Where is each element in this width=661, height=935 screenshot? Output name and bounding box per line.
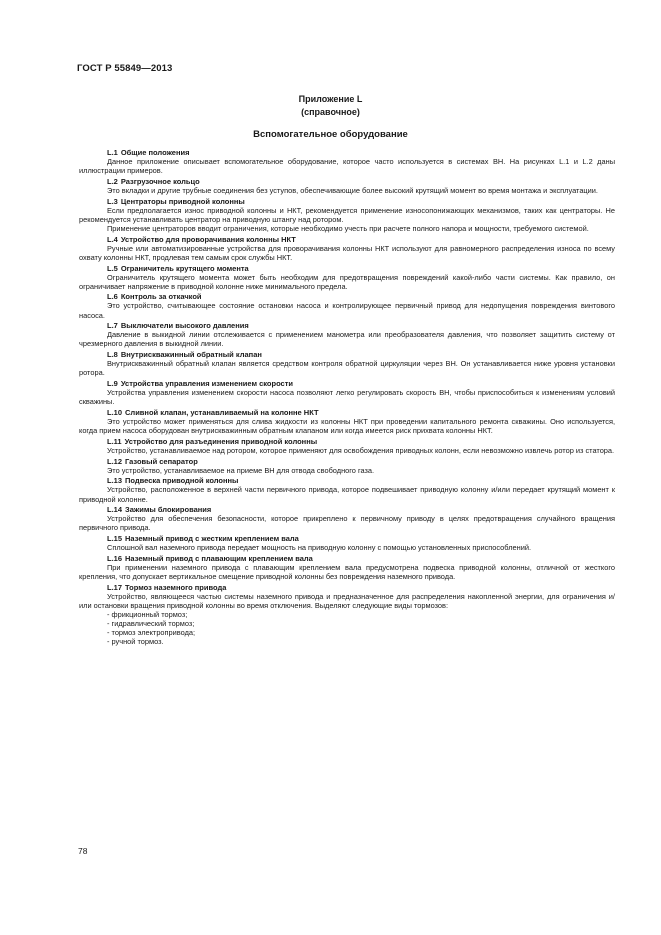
section-heading-text: Устройство для разъединения приводной колонны <box>124 436 318 446</box>
section-l-5 <box>79 264 615 291</box>
section-number: L.3 <box>107 196 118 206</box>
section-heading <box>79 379 615 388</box>
section-paragraph: Давление в выкидной линии отслеживается с применением манометра или преобразователя давления, что позволяет защитить систему от чрезмерного давления в выкидной линии. <box>79 330 615 349</box>
section-number: L.12 <box>107 456 123 466</box>
section-heading <box>79 235 615 244</box>
list-item: - гидравлический тормоз; <box>107 619 195 629</box>
section-paragraph: Устройство, расположенное в верхней части первичного привода, которое подвешивает приводную колонну и/или передает крутящий момент к приводной колонне. <box>79 485 615 504</box>
list-item: - ручной тормоз. <box>107 637 164 647</box>
section-l-6 <box>79 292 615 319</box>
section-number: L.13 <box>107 476 123 486</box>
section-heading <box>79 437 615 446</box>
section-number: L.14 <box>107 505 123 515</box>
section-number: L.6 <box>107 292 118 302</box>
section-l-15 <box>79 534 615 552</box>
section-number: L.1 <box>107 148 118 157</box>
section-heading <box>79 264 615 273</box>
page-title: Вспомогательное оборудование <box>253 129 408 140</box>
section-heading <box>79 408 615 417</box>
section-paragraph: Это устройство, считывающее состояние остановки насоса и контролирующее первичный привод для недопущения повреждения винтового насоса. <box>79 301 615 320</box>
section-number: L.16 <box>107 553 123 563</box>
section-paragraph: Устройство, являющееся частью системы наземного привода и предназначенное для распределения накопленной энергии, для ограничения и/или остановки вращения приводной колонны во время отключения. Выделяют следующие виды тормозов: <box>79 591 615 610</box>
section-paragraph: Это устройство, устанавливаемое на приеме ВН для отвода свободного газа. <box>107 465 375 475</box>
section-l-11 <box>79 437 615 455</box>
section-heading <box>79 534 615 543</box>
section-l-9 <box>79 379 615 406</box>
section-heading <box>79 321 615 330</box>
section-paragraph: Это устройство может применяться для слива жидкости из колонны НКТ при проведении капитального ремонта скважины. Оно используется, когда прием насоса оборудован внутрискважинным обратным клапаном или когда имеется риск прихвата колонны НКТ. <box>79 416 615 436</box>
section-number: L.7 <box>107 321 118 331</box>
section-heading <box>79 583 615 592</box>
section-paragraph: Ограничитель крутящего момента может быть необходим для предотвращения повреждений какой-либо части системы. Как правило, он ограничивает напряжение в приводной колонне ниже минимального предела. <box>79 272 615 291</box>
section-l-16 <box>79 554 615 581</box>
section-paragraph: При применении наземного привода с плавающим креплением вала предусмотрена подвеска приводной колонны, отличной от жесткого крепления, что допускает вертикальное смещение приводной колонны без повреждения наземного привода. <box>79 562 615 582</box>
appendix-header <box>0 93 661 119</box>
section-heading <box>79 476 615 485</box>
section-l-13 <box>79 476 615 503</box>
section-l-12 <box>79 457 615 475</box>
section-number: L.8 <box>107 350 118 360</box>
section-number: L.10 <box>107 407 123 417</box>
section-heading-text: Наземный привод с плавающим креплением вала <box>125 553 313 563</box>
section-l-4 <box>79 235 615 262</box>
section-heading-text: Общие положения <box>120 148 190 157</box>
appendix-note: (справочное) <box>301 107 360 117</box>
section-heading-text: Зажимы блокирования <box>125 505 212 515</box>
section-number: L.17 <box>107 582 123 592</box>
section-heading-text: Устройства управления изменением скорости <box>120 379 294 388</box>
section-number: L.15 <box>107 534 123 544</box>
section-number: L.4 <box>107 234 118 244</box>
section-l-1 <box>79 148 615 175</box>
section-l-3 <box>79 197 615 233</box>
section-heading <box>79 350 615 359</box>
section-heading-text: Ограничитель крутящего момента <box>120 263 249 273</box>
brake-types-list <box>79 610 615 646</box>
appendix-label: Приложение L <box>298 94 363 104</box>
section-paragraph: Применение центраторов вводит ограничения, которые необходимо учесть при расчете полного напора и мощности, требуемого системой. <box>107 223 589 233</box>
section-number: L.11 <box>107 436 122 446</box>
section-heading <box>79 197 615 206</box>
section-paragraph: Сплошной вал наземного привода передает мощность на приводную колонну с помощью установленных приспособлений. <box>107 543 532 553</box>
section-l-8 <box>79 350 615 377</box>
section-heading-text: Контроль за откачкой <box>120 292 202 302</box>
section-heading-text: Наземный привод с жестким креплением вала <box>125 534 299 544</box>
section-heading <box>79 292 615 301</box>
section-l-7 <box>79 321 615 348</box>
section-heading-text: Внутрискважинный обратный клапан <box>120 350 262 360</box>
section-heading <box>79 505 615 514</box>
section-heading-text: Газовый сепаратор <box>125 456 198 466</box>
list-item: - фрикционный тормоз; <box>107 610 188 619</box>
section-heading-text: Подвеска приводной колонны <box>125 476 239 486</box>
section-paragraph: Устройство, устанавливаемое над ротором, которое применяют для освобождения приводных колонн, если невозможно извлечь ротор из статора. <box>107 445 615 455</box>
section-number: L.2 <box>107 176 118 186</box>
section-heading-text: Центраторы приводной колонны <box>120 196 245 206</box>
section-number: L.5 <box>107 263 118 273</box>
section-paragraph: Это вкладки и другие трубные соединения без уступов, обеспечивающие более высокий крутящий момент во время монтажа и эксплуатации. <box>107 185 598 195</box>
section-heading <box>79 554 615 563</box>
section-number: L.9 <box>107 379 118 388</box>
document-body <box>79 148 615 646</box>
section-paragraph: Если предполагается износ приводной колонны и НКТ, рекомендуется применение износопонижающих механизмов, таких как центраторы. Не рекомендуется устанавливать центратор на приводную штангу над ротором. <box>79 205 615 224</box>
section-paragraph: Ручные или автоматизированные устройства для проворачивания колонны НКТ используют для равномерного распределения износа по всему охвату колонны НКТ, продлевая тем самым срок службы НКТ. <box>79 243 615 262</box>
section-heading-text: Устройство для проворачивания колонны НКТ <box>120 234 296 244</box>
section-paragraph: Устройство для обеспечения безопасности, которое прикреплено к первичному приводу в целях предотвращения случайного вращения первичного привода. <box>79 514 615 533</box>
page-number: 78 <box>78 846 88 856</box>
section-l-17 <box>79 583 615 647</box>
section-heading-text: Выключатели высокого давления <box>120 321 249 331</box>
section-paragraph: Данное приложение описывает вспомогательное оборудование, которое часто используется в системах ВН. На рисунках L.1 и L.2 даны иллюстрации примеров. <box>79 157 615 176</box>
section-l-10 <box>79 408 615 435</box>
section-heading <box>79 177 615 186</box>
section-paragraph: Устройства управления изменением скорости насоса позволяют легко регулировать скорость ВН, чтобы приспособиться к изменениям условий скважины. <box>79 388 615 407</box>
section-l-14 <box>79 505 615 532</box>
section-heading-text: Тормоз наземного привода <box>125 582 227 592</box>
section-heading <box>79 148 615 157</box>
document-code: ГОСТ Р 55849—2013 <box>77 63 173 74</box>
section-heading-text: Разгрузочное кольцо <box>120 176 200 186</box>
section-paragraph: Внутрискважинный обратный клапан является средством контроля обратной циркуляции через ВН. Он устанавливается ниже уровня установки ротора. <box>79 359 615 378</box>
section-l-2 <box>79 177 615 195</box>
list-item: - тормоз электропривода; <box>107 628 196 638</box>
section-heading <box>79 457 615 466</box>
section-heading-text: Сливной клапан, устанавливаемый на колонне НКТ <box>125 407 319 417</box>
